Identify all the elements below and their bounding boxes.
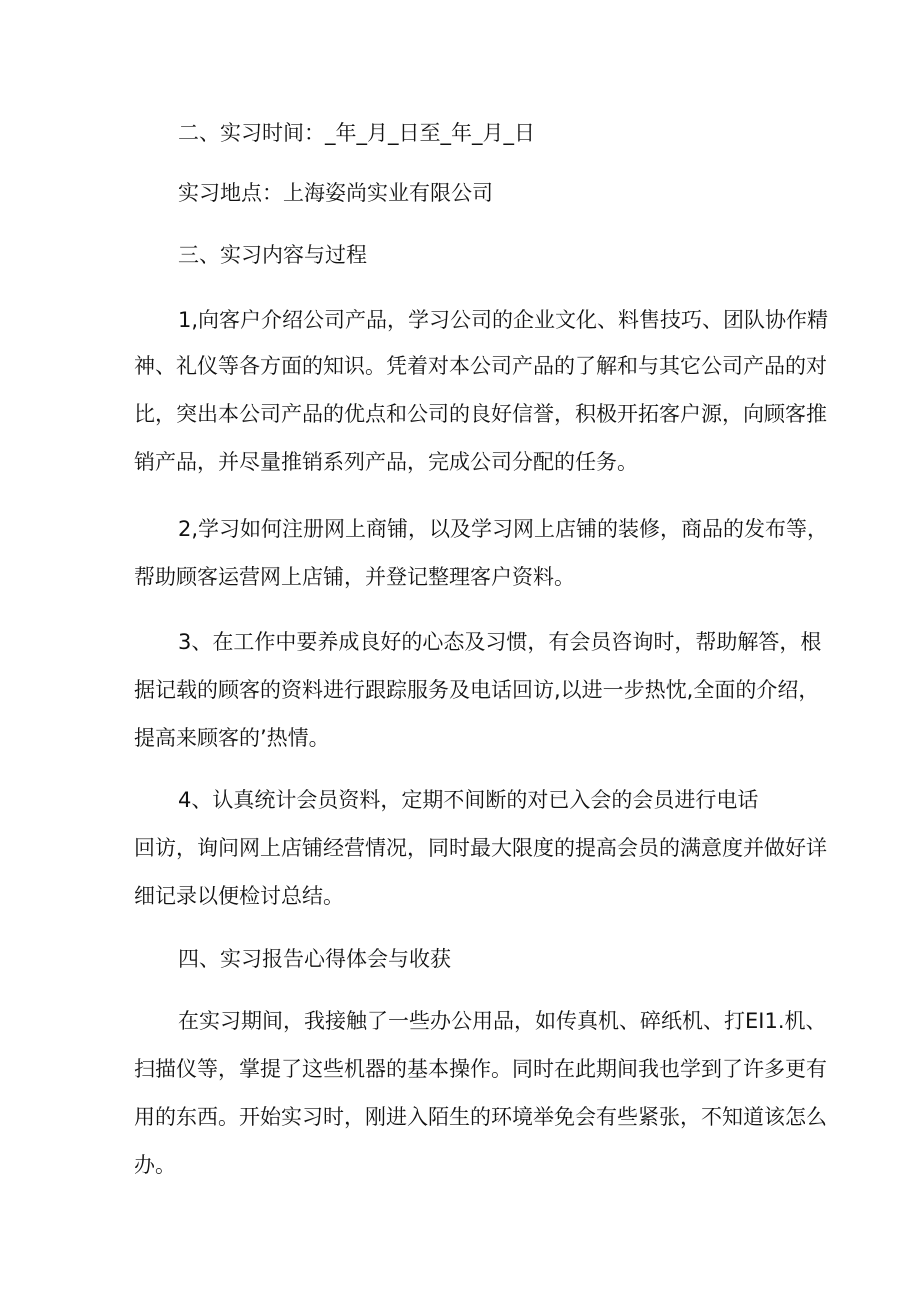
- paragraph-5-line-2: 扫描仪等，掌提了这些机器的基本操作。同时在此期间我也学到了许多更有: [134, 1057, 827, 1081]
- paragraph-2-line-1: 2,学习如何注册网上商铺，以及学习网上店铺的装修，商品的发布等，: [178, 517, 829, 541]
- paragraph-1-line-1: 1,向客户介绍公司产品，学习公司的企业文化、料售技巧、团队协作精: [178, 308, 829, 332]
- paragraph-4-line-2: 回访，询问网上店铺经营情况，同时最大限度的提高会员的满意度并做好详: [134, 836, 827, 860]
- paragraph-2-line-2: 帮助顾客运营网上店铺，并登记整理客户资料。: [134, 565, 575, 589]
- paragraph-4-line-1: 4、认真统计会员资料，定期不间断的对已入会的会员进行电话: [178, 788, 759, 812]
- paragraph-3-line-1: 3、在工作中要养成良好的心态及习惯，有会员咨询时，帮助解答，根: [178, 630, 822, 654]
- section-2-internship-time: 二、实习时间：_年_月_日至_年_月_日: [178, 121, 535, 145]
- paragraph-5-line-1: 在实习期间，我接触了一些办公用品，如传真机、碎纸机、打EI1.机、: [178, 1009, 827, 1033]
- section-3-heading: 三、实习内容与过程: [178, 243, 367, 267]
- paragraph-3-line-2: 据记载的顾客的资料进行跟踪服务及电话回访,以进一步热忱,全面的介绍，: [134, 678, 820, 702]
- paragraph-5-line-4: 办。: [134, 1153, 176, 1177]
- paragraph-1-line-2: 神、礼仪等各方面的知识。凭着对本公司产品的了解和与其它公司产品的对: [134, 354, 827, 378]
- section-4-heading: 四、实习报告心得体会与收获: [178, 947, 451, 971]
- paragraph-3-line-3: 提高来顾客的’热情。: [134, 726, 330, 750]
- paragraph-1-line-3: 比，突出本公司产品的优点和公司的良好信誉，积极开拓客户源，向顾客推: [134, 402, 827, 426]
- paragraph-1-line-4: 销产品，并尽量推销系列产品，完成公司分配的任务。: [134, 450, 638, 474]
- paragraph-5-line-3: 用的东西。开始实习时，刚进入陌生的环境举免会有些紧张，不知道该怎么: [134, 1105, 827, 1129]
- paragraph-4-line-3: 细记录以便检讨总结。: [134, 884, 344, 908]
- internship-location: 实习地点：上海姿尚实业有限公司: [178, 181, 493, 205]
